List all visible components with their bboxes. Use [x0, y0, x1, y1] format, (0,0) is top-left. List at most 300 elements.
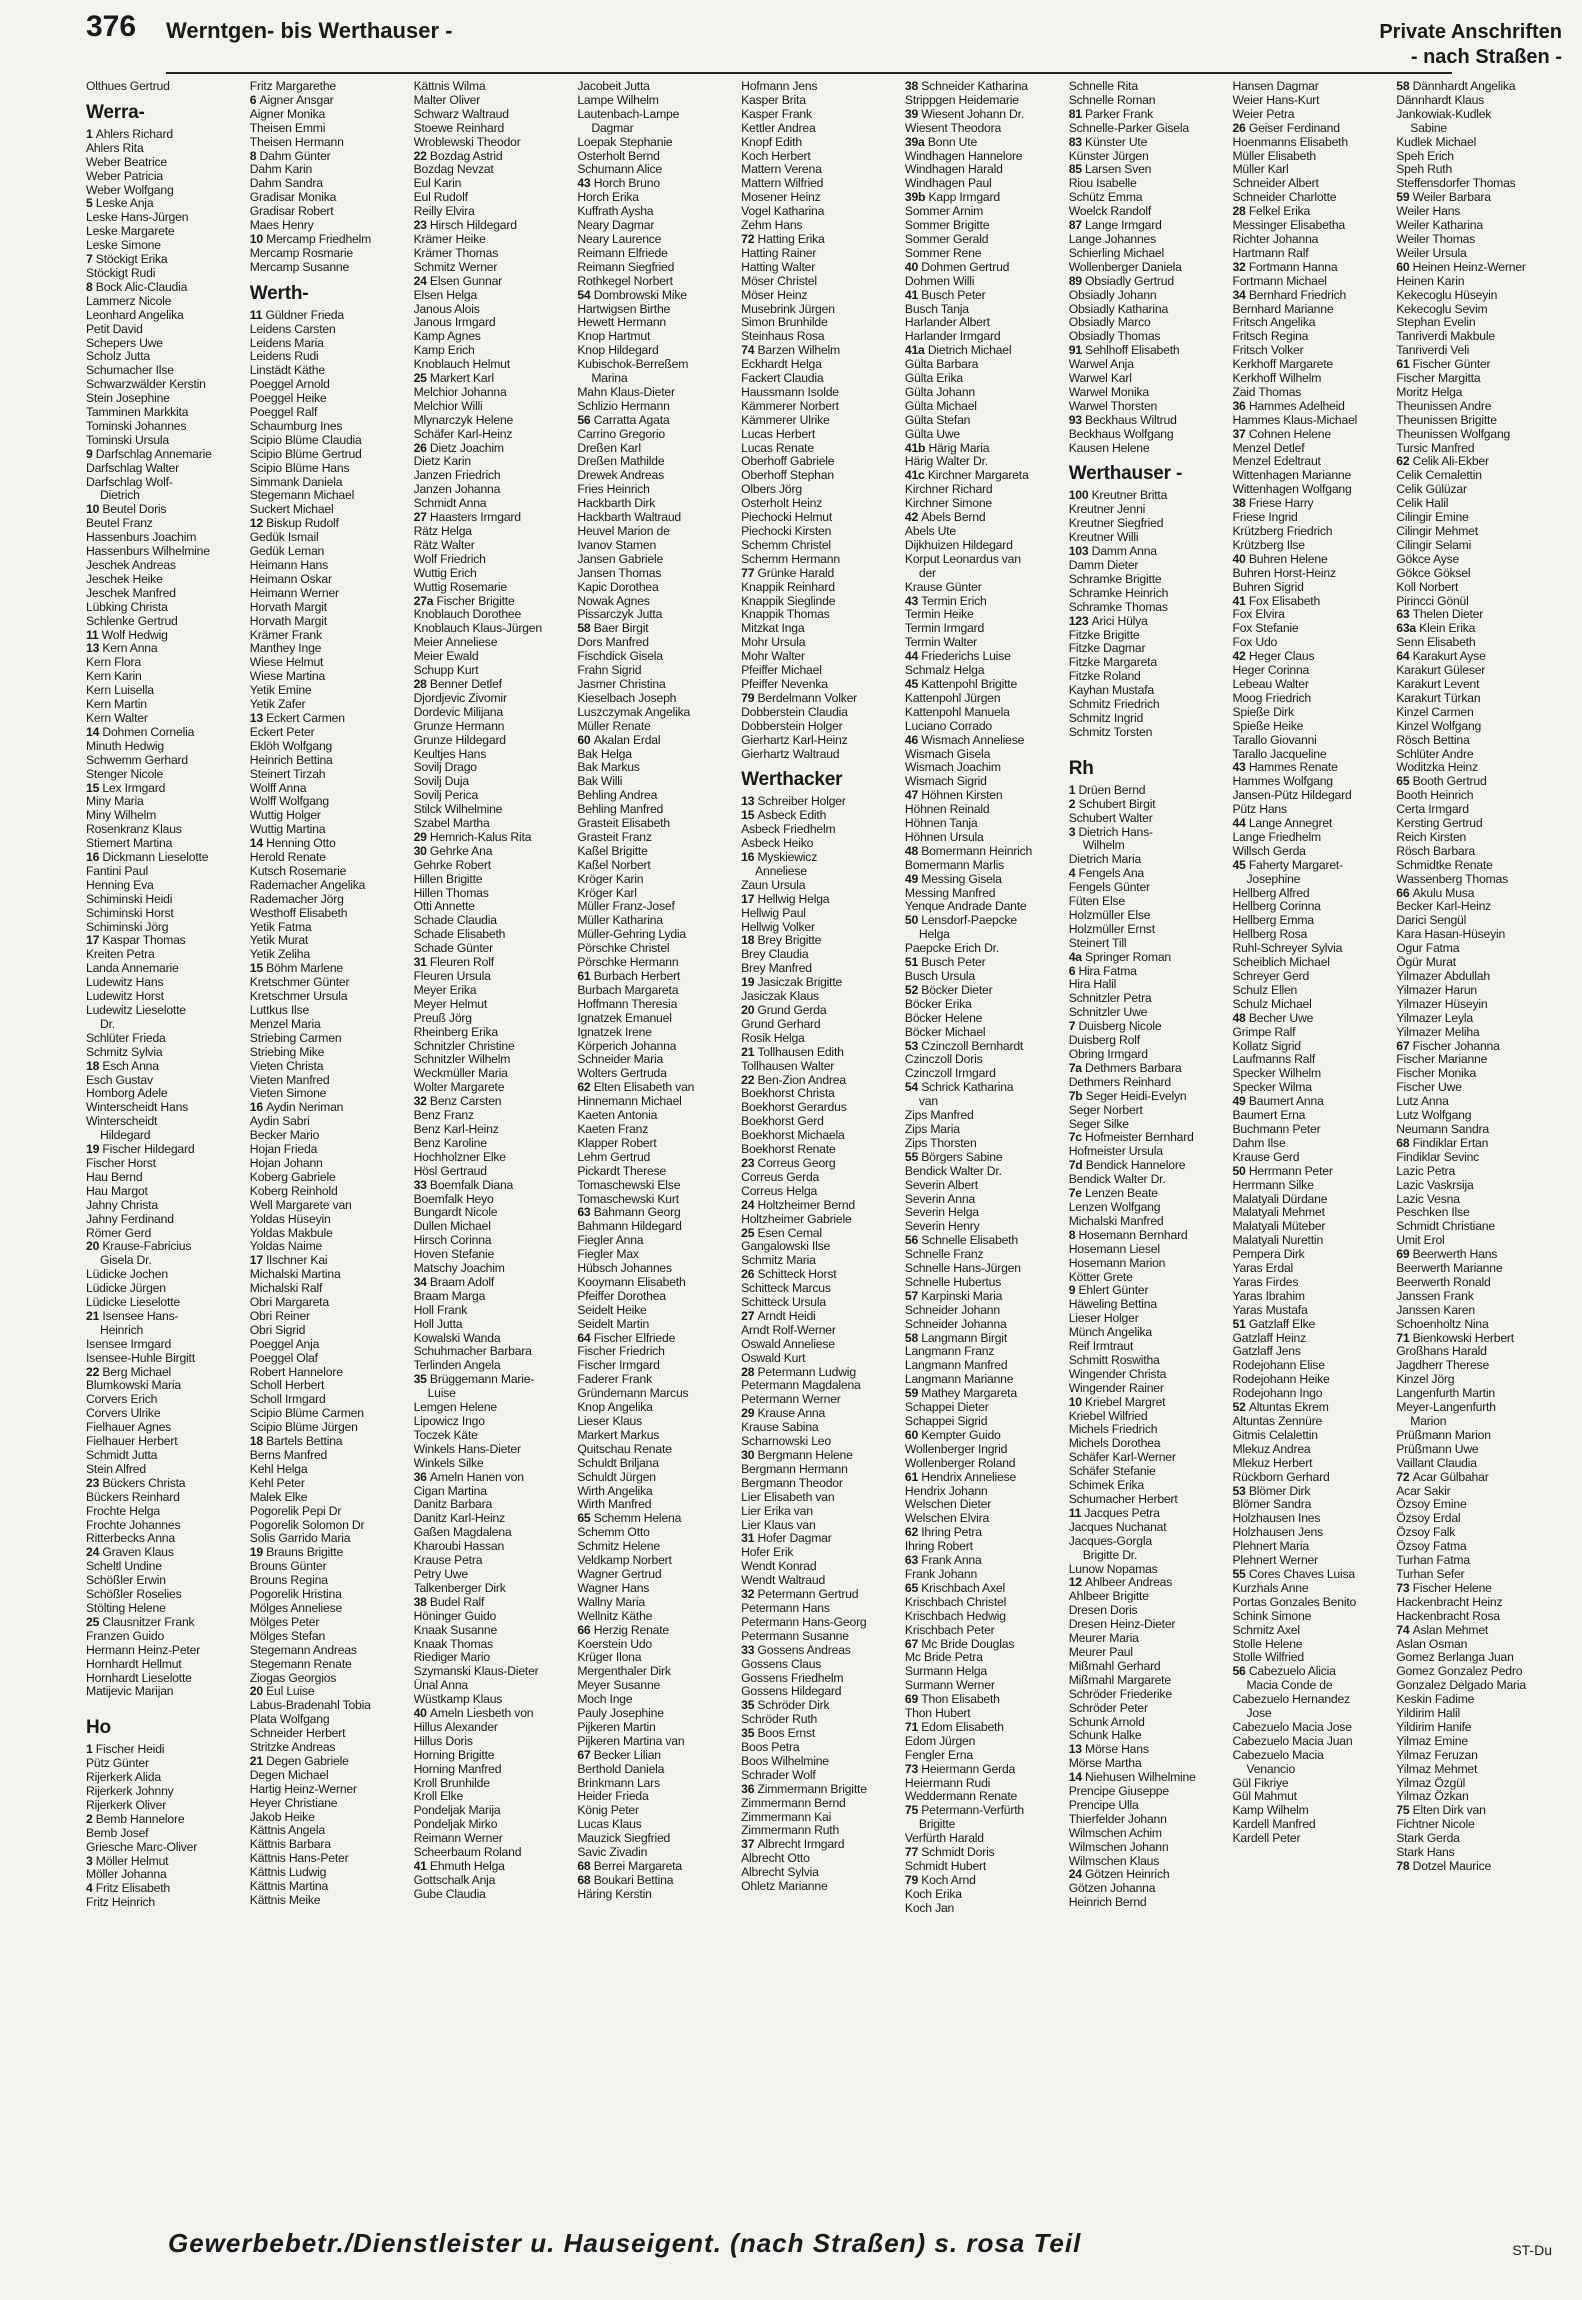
house-number: 59	[1396, 191, 1413, 205]
listing-entry: Albrecht Sylvia	[741, 1866, 819, 1880]
listing-entry: Speh Erich	[1396, 149, 1454, 163]
listing-entry: Knopf Edith	[741, 135, 802, 149]
listing-entry	[86, 726, 246, 740]
resident-name: Künster Ute	[1085, 135, 1148, 149]
listing-entry: Riediger Mario	[413, 1651, 491, 1665]
house-number: 59	[904, 1387, 922, 1401]
listing-entry: Spieße Heike	[1232, 719, 1304, 733]
listing-entry: Weckmüller Maria	[413, 1067, 508, 1081]
house-number: 9	[1068, 1284, 1079, 1298]
resident-name: Altuntas Ekrem	[1248, 1401, 1329, 1415]
listing-entry: Krischbach Christel	[904, 1595, 1007, 1609]
resident-name: Dahm Günter	[259, 149, 331, 163]
listing-entry: Horch Erika	[577, 191, 639, 205]
resident-name: Degen Gabriele	[266, 1754, 349, 1768]
listing-entry: Bemb Josef	[86, 1826, 149, 1840]
listing-entry: Fitzke Dagmar	[1068, 642, 1146, 656]
listing-entry: Petermann Werner	[741, 1393, 841, 1407]
resident-name: Ehmuth Helga	[429, 1860, 505, 1873]
listing-entry: Brinkmann Lars	[577, 1776, 660, 1790]
listing-entry	[1396, 775, 1556, 789]
house-number: 41	[904, 288, 922, 302]
listing-entry	[905, 1874, 1065, 1888]
listing-entry: Kroll Elke	[413, 1790, 464, 1804]
listing-entry: Kutsch Rosemarie	[249, 864, 347, 878]
listing-continuation: Gisela Dr.	[100, 1254, 152, 1268]
listing-entry: Füten Else	[1068, 895, 1125, 909]
listing-entry: Schramke Thomas	[1068, 600, 1168, 614]
listing-entry: Scipio Blüme Carmen	[249, 1407, 364, 1421]
listing-entry: Stegemann Andreas	[249, 1643, 357, 1657]
resident-name: Henning Otto	[266, 837, 336, 851]
listing-entry: Knoblauch Dorothee	[413, 608, 522, 622]
listing-entry: Stark Gerda	[1396, 1832, 1460, 1846]
listing-entry	[86, 1310, 246, 1324]
listing-entry	[741, 1366, 901, 1380]
listing-entry	[1396, 1582, 1556, 1596]
house-number: 23	[413, 219, 430, 233]
house-number: 44	[1232, 817, 1249, 831]
listing-entry: Rijerkerk Oliver	[86, 1798, 167, 1812]
house-number: 20	[741, 1004, 758, 1017]
listing-entry: Rösch Bettina	[1396, 733, 1470, 747]
house-number: 36	[1232, 399, 1249, 413]
listing-entry: Schumacher Herbert	[1068, 1493, 1178, 1506]
listing-continuation: Dr.	[100, 1017, 115, 1031]
house-number: 3	[86, 1854, 96, 1868]
listing-entry: Langmann Marianne	[904, 1373, 1014, 1387]
listing-entry: Welschen Dieter	[904, 1498, 992, 1512]
listing-entry: Yilmaz Özkan	[1396, 1790, 1469, 1804]
listing-entry: Seger Norbert	[1068, 1103, 1143, 1117]
listing-entry: Schößler Erwin	[86, 1574, 166, 1588]
listing-continuation: Brigitte	[918, 1818, 956, 1832]
listing-entry	[741, 567, 901, 581]
listing-entry	[741, 934, 901, 948]
listing-entry	[1069, 965, 1229, 979]
listing-entry: Schlüter Andre	[1396, 747, 1474, 761]
listing-entry	[414, 956, 574, 970]
listing-entry: Mölges Anneliese	[249, 1601, 343, 1615]
listing-entry: Michels Dorothea	[1068, 1437, 1161, 1451]
listing-entry	[1069, 615, 1229, 629]
listing-entry: Kättnis Martina	[249, 1880, 329, 1894]
house-number: 7b	[1068, 1089, 1086, 1103]
listing-entry: Fischer Margitta	[1396, 372, 1481, 386]
listing-entry	[1069, 219, 1229, 233]
listing-entry: Wolff Wolfgang	[249, 795, 329, 809]
listing-entry: Ihring Robert	[904, 1540, 973, 1554]
listing-entry: Altuntas Zennüre	[1232, 1415, 1323, 1428]
listing-entry: Rheinberg Erika	[413, 1025, 498, 1039]
listing-entry	[577, 1332, 737, 1346]
listing-entry: Hira Halil	[1068, 978, 1117, 992]
listing-entry: Kröger Karin	[577, 872, 644, 886]
listing-entry	[1396, 1471, 1556, 1485]
resident-name: Kreutner Britta	[1091, 489, 1168, 503]
listing-entry: Jacques-Gorgla	[1068, 1534, 1152, 1548]
listing-entry: Severin Albert	[904, 1178, 978, 1192]
listing-entry: Ignatzek Irene	[577, 1025, 652, 1039]
listing-entry	[1069, 1507, 1229, 1521]
resident-name: Burbach Herbert	[593, 970, 681, 983]
listing-entry: Krischbach Hedwig	[904, 1609, 1006, 1623]
listing-entry: Tomaschewski Kurt	[577, 1192, 679, 1206]
resident-name: Jasiczak Brigitte	[757, 976, 843, 990]
listing-entry: Windhagen Hannelore	[904, 149, 1023, 163]
listing-entry: Scharnowski Leo	[741, 1435, 831, 1449]
listing-entry: Schäfer Karl-Werner	[1068, 1451, 1176, 1465]
house-number: 61	[904, 1470, 922, 1484]
listing-column	[1232, 80, 1392, 2210]
resident-name: Cabezuelo Alicia	[1248, 1665, 1336, 1679]
resident-name: Bienkowski Herbert	[1412, 1331, 1514, 1345]
house-number: 68	[577, 1860, 594, 1873]
listing-entry: Weiler Katharina	[1396, 219, 1483, 233]
listing-entry: Reimann Elfriede	[577, 246, 668, 260]
listing-entry: Möser Christel	[741, 274, 817, 288]
listing-entry: Mosener Heinz	[741, 191, 821, 205]
listing-entry: Dobberstein Holger	[741, 719, 843, 733]
listing-entry: Windhagen Paul	[904, 177, 992, 191]
listing-entry: Kuffrath Aysha	[577, 205, 654, 219]
resident-name: Thelen Dieter	[1412, 608, 1484, 622]
listing-entry: Schiminski Jörg	[86, 920, 169, 934]
resident-name: Schitteck Horst	[757, 1268, 837, 1282]
listing-entry: Laufmanns Ralf	[1232, 1053, 1316, 1067]
house-number: 53	[904, 1039, 922, 1053]
resident-name: Becker Lilian	[593, 1748, 661, 1762]
listing-entry: Asbeck Friedhelm	[741, 823, 836, 837]
listing-entry	[1232, 1568, 1392, 1582]
resident-name: Haasters Irmgard	[429, 511, 521, 525]
listing-entry: Robert Hannelore	[249, 1365, 343, 1379]
listing-entry: Specker Wilma	[1232, 1081, 1312, 1095]
listing-entry: Kättnis Barbara	[249, 1838, 331, 1852]
listing-entry: Rodejohann Heike	[1232, 1373, 1330, 1387]
listing-entry	[905, 1554, 1065, 1568]
listing-entry: Lüdicke Jürgen	[86, 1282, 166, 1296]
listing-entry: Messinger Elisabetha	[1232, 219, 1345, 233]
listing-entry	[1396, 1624, 1556, 1638]
house-number: 11	[1068, 1506, 1085, 1520]
listing-entry: Pempera Dirk	[1232, 1248, 1305, 1262]
listing-entry: Thierfelder Johann	[1068, 1812, 1167, 1826]
listing-entry	[1232, 859, 1392, 873]
listing-entry	[905, 1471, 1065, 1485]
listing-entry: Oswald Kurt	[741, 1351, 806, 1365]
house-number: 77	[904, 1846, 922, 1860]
resident-name: Drüen Bernd	[1078, 783, 1146, 797]
listing-entry: Prüßmann Marion	[1396, 1428, 1491, 1442]
listing-entry: Rosenkranz Klaus	[86, 823, 182, 837]
listing-entry: Findiklar Sevinc	[1396, 1150, 1480, 1164]
listing-entry: Hellwig Volker	[741, 920, 815, 934]
listing-entry: Harlander Albert	[904, 316, 990, 330]
listing-entry: Portas Gonzales Benito	[1232, 1595, 1357, 1609]
house-number: 38	[1232, 497, 1249, 511]
listing-entry	[414, 1373, 574, 1387]
listing-entry	[250, 1546, 410, 1560]
listing-entry: Meyer Erika	[413, 983, 477, 997]
listing-entry: Leidens Carsten	[249, 322, 336, 336]
listing-entry: Lazic Vaskrsija	[1396, 1178, 1474, 1192]
listing-entry: Häweling Bettina	[1068, 1298, 1157, 1312]
listing-entry: Gomez Berlanga Juan	[1396, 1651, 1514, 1665]
house-number: 11	[249, 308, 266, 322]
listing-entry	[905, 956, 1065, 970]
listing-entry: Yilmaz Feruzan	[1396, 1748, 1478, 1762]
resident-name: Berg Michael	[102, 1365, 172, 1379]
listing-entry: Carrino Gregorio	[577, 427, 665, 441]
listing-entry: Schneider Herbert	[249, 1727, 346, 1741]
listing-entry: Knaak Thomas	[413, 1637, 493, 1651]
listing-entry: Kasper Brita	[741, 93, 806, 107]
resident-name: Hendrix Anneliese	[921, 1470, 1017, 1484]
listing-entry: Pogorelik Solomon Dr	[249, 1518, 365, 1532]
listing-entry: Mölges Peter	[249, 1615, 320, 1629]
listing-entry: Beckhaus Wolfgang	[1068, 427, 1174, 441]
listing-entry: Hatting Walter	[741, 260, 816, 274]
listing-entry	[414, 442, 574, 456]
resident-name: Ihring Petra	[921, 1526, 982, 1540]
listing-entry	[1232, 1012, 1392, 1026]
listing-entry: Yoldas Makbule	[249, 1226, 333, 1240]
house-number: 103	[1068, 545, 1092, 559]
listing-entry: Schuhmacher Barbara	[413, 1345, 532, 1359]
resident-name: Bartels Bettina	[266, 1435, 343, 1449]
listing-entry: Stein Alfred	[86, 1462, 146, 1476]
listing-entry: Gülta Stefan	[904, 413, 971, 427]
listing-entry: Pütz Günter	[86, 1757, 149, 1771]
house-number: 1	[1068, 783, 1079, 797]
listing-entry: Yoldas Hüseyin	[249, 1212, 331, 1226]
house-number: 30	[413, 844, 430, 858]
resident-name: Biskup Rudolf	[266, 517, 339, 531]
listing-entry: Knappik Thomas	[741, 608, 830, 622]
listing-entry: Bungardt Nicole	[413, 1206, 498, 1220]
listing-entry: Danitz Barbara	[413, 1498, 493, 1512]
resident-name: Friederichs Luise	[921, 650, 1011, 664]
listing-entry: Reimann Werner	[413, 1832, 503, 1846]
listing-entry: Cilingir Selami	[1396, 538, 1472, 552]
listing-entry: Weddermann Renate	[904, 1790, 1018, 1804]
listing-entry: Schlüter Frieda	[86, 1031, 166, 1045]
house-number: 56	[904, 1234, 922, 1248]
listing-entry: Wilmschen Klaus	[1068, 1854, 1160, 1868]
listing-entry: Solis Garrido Maria	[249, 1532, 351, 1546]
listing-entry: Jansen Gabriele	[577, 552, 664, 566]
listing-entry: Mercamp Susanne	[249, 260, 350, 274]
listing-entry: Hartwigsen Birthe	[577, 302, 671, 316]
listing-entry	[905, 1387, 1065, 1401]
house-number: 13	[1068, 1743, 1086, 1757]
listing-entry: Stegemann Michael	[249, 489, 355, 503]
house-number: 53	[1232, 1484, 1249, 1498]
listing-entry: Lange Johannes	[1068, 232, 1157, 246]
listing-entry: Koerstein Udo	[577, 1637, 652, 1651]
listing-entry	[905, 1081, 1065, 1095]
listing-entry: Schulz Ellen	[1232, 983, 1298, 997]
listing-entry: Mahn Klaus-Dieter	[577, 385, 675, 399]
listing-entry: Kamp Wilhelm	[1232, 1804, 1309, 1818]
listing-entry	[250, 962, 410, 976]
house-number: 32	[741, 1588, 758, 1602]
listing-entry: Hackenbracht Heinz	[1396, 1595, 1503, 1609]
listing-entry	[905, 1582, 1065, 1596]
listing-column	[86, 80, 246, 2210]
house-number: 13	[741, 795, 758, 809]
listing-entry: Müller Elisabeth	[1232, 149, 1316, 163]
listing-entry: Hellberg Alfred	[1232, 886, 1310, 900]
listing-entry	[1069, 344, 1229, 358]
listing-entry: Özsoy Falk	[1396, 1526, 1456, 1540]
listing-entry: Grimpe Ralf	[1232, 1025, 1296, 1039]
listing-entry	[86, 448, 246, 462]
listing-entry: Gangalowski Ilse	[741, 1240, 831, 1254]
listing-entry: Gube Claudia	[413, 1887, 486, 1901]
listing-entry: Mauzick Siegfried	[577, 1832, 671, 1846]
listing-entry: Lebeau Walter	[1232, 677, 1309, 691]
resident-name: Niehusen Wilhelmine	[1085, 1771, 1196, 1785]
house-number: 87	[1068, 219, 1086, 233]
listing-entry	[1232, 497, 1392, 511]
listing-entry: Hosemann Liesel	[1068, 1242, 1160, 1256]
listing-entry: Hübsch Johannes	[577, 1262, 672, 1276]
listing-entry: Moog Friedrich	[1232, 691, 1311, 705]
listing-entry	[1396, 455, 1556, 469]
listing-entry: Winterscheidt	[86, 1115, 158, 1129]
listing-entry: Scholl Irmgard	[249, 1393, 326, 1407]
listing-entry: Boekhorst Gerardus	[741, 1101, 847, 1115]
listing-entry: Fritz Margarethe	[249, 80, 336, 93]
house-number: 74	[1396, 1623, 1413, 1637]
house-number: 14	[249, 837, 267, 851]
resident-name: Schmidt Doris	[921, 1846, 995, 1860]
house-number: 56	[577, 413, 594, 427]
listing-entry: Ignatzek Emanuel	[577, 1011, 672, 1025]
listing-entry: Becker Mario	[249, 1129, 320, 1143]
listing-entry: Prencipe Ulla	[1068, 1798, 1139, 1812]
resident-name: Damm Anna	[1091, 545, 1157, 559]
listing-entry: Franzen Guido	[86, 1629, 165, 1643]
listing-entry: Lucas Renate	[741, 441, 814, 455]
listing-entry: Wroblewski Theodor	[413, 135, 521, 149]
listing-entry	[1069, 545, 1229, 559]
house-number: 17	[741, 892, 758, 906]
listing-entry: Rothkegel Norbert	[577, 274, 673, 288]
listing-entry: Wassenberg Thomas	[1396, 872, 1509, 886]
listing-entry: Krause Gerd	[1232, 1150, 1300, 1164]
listing-entry: Keultjes Hans	[413, 747, 487, 761]
listing-entry: Kaßel Brigitte	[577, 844, 648, 858]
listing-entry: Beerwerth Marianne	[1396, 1262, 1503, 1276]
resident-name: Busch Peter	[921, 288, 986, 302]
listing-entry: Janzen Johanna	[413, 483, 501, 497]
listing-entry: Kern Karin	[86, 670, 142, 684]
house-number: 1	[86, 1743, 96, 1757]
listing-entry: Özsoy Emine	[1396, 1498, 1467, 1512]
listing-entry: Melchior Johanna	[413, 385, 507, 399]
resident-name: Fischer Günter	[1412, 358, 1491, 372]
listing-entry: Darfschlag Walter	[86, 461, 179, 475]
listing-entry: Djordjevic Zivomir	[413, 691, 507, 705]
listing-entry: Mißmahl Margarete	[1068, 1673, 1171, 1687]
resident-name: Celik Ali-Ekber	[1412, 455, 1489, 469]
listing-entry	[1396, 650, 1556, 664]
resident-name: Thon Elisabeth	[921, 1693, 1000, 1707]
listing-continuation: van	[918, 1095, 938, 1109]
listing-entry: Yaras Mustafa	[1232, 1303, 1308, 1317]
house-number: 27	[413, 511, 430, 525]
listing-entry: Leidens Rudi	[249, 350, 319, 364]
listing-entry	[86, 1743, 246, 1757]
listing-entry: Kämmerer Ulrike	[741, 413, 830, 427]
listing-entry: Certa Irmgard	[1396, 803, 1469, 817]
listing-entry: Tarallo Jacqueline	[1232, 747, 1327, 761]
listing-entry	[250, 94, 410, 108]
house-number: 25	[413, 372, 430, 386]
listing-entry	[1069, 1187, 1229, 1201]
listing-entry: Zips Manfred	[904, 1109, 974, 1123]
listing-entry: Schäfer Karl-Heinz	[413, 427, 513, 441]
house-number: 54	[904, 1081, 922, 1095]
listing-entry: Schoenholtz Nina	[1396, 1317, 1489, 1331]
listing-continuation: Marion	[1410, 1415, 1447, 1428]
listing-entry: Münch Angelika	[1068, 1326, 1152, 1340]
listing-entry: Häring Kerstin	[577, 1887, 652, 1901]
listing-entry: Götzen Johanna	[1068, 1882, 1156, 1896]
listing-entry: Yildirim Hanife	[1396, 1720, 1472, 1734]
listing-entry: Ünal Anna	[413, 1679, 469, 1693]
house-number: 72	[741, 232, 758, 246]
resident-name: Höhnen Kirsten	[921, 789, 1003, 803]
house-number: 57	[904, 1289, 922, 1303]
listing-entry	[414, 1179, 574, 1193]
header-rule	[166, 72, 1452, 74]
listing-entry: Welschen Elvira	[904, 1512, 990, 1526]
listing-entry	[741, 1157, 901, 1171]
listing-entry: Hassenburs Joachim	[86, 531, 197, 545]
listing-entry: Bak Willi	[577, 775, 623, 789]
listing-entry: Gatzlaff Heinz	[1232, 1331, 1306, 1345]
listing-entry: Gülta Erika	[904, 372, 963, 386]
house-number: 13	[249, 711, 267, 725]
house-number: 65	[577, 1512, 594, 1526]
resident-name: Faherty Margaret-	[1248, 858, 1343, 872]
listing-entry: Reimann Siegfried	[577, 260, 675, 274]
listing-entry: Zimmermann Bernd	[741, 1796, 846, 1810]
listing-entry: Meier Anneliese	[413, 636, 498, 650]
listing-entry: Striebing Carmen	[249, 1031, 342, 1045]
listing-entry: Hofmann Jens	[741, 80, 818, 93]
listing-entry: Wirth Manfred	[577, 1498, 652, 1512]
listing-entry: Müller Karl	[1232, 163, 1289, 177]
listing-entry: Pondeljak Mirko	[413, 1818, 498, 1832]
resident-name: Czinczoll Bernhardt	[921, 1039, 1024, 1053]
listing-entry: Gedük Leman	[249, 545, 325, 559]
resident-name: Dickmann Lieselotte	[102, 851, 209, 865]
listing-entry: Schade Elisabeth	[413, 928, 506, 942]
listing-entry: Schmitz Axel	[1232, 1623, 1300, 1637]
house-number: 22	[413, 149, 430, 163]
listing-entry: Schappei Dieter	[904, 1401, 989, 1415]
section-title-line-2: - nach Straßen -	[1410, 46, 1562, 68]
listing-entry: Schuldt Briljana	[577, 1456, 659, 1470]
listing-entry: Sommer Gerald	[904, 232, 989, 246]
listing-entry: Meurer Maria	[1068, 1632, 1139, 1646]
resident-name: Becher Uwe	[1248, 1011, 1314, 1025]
